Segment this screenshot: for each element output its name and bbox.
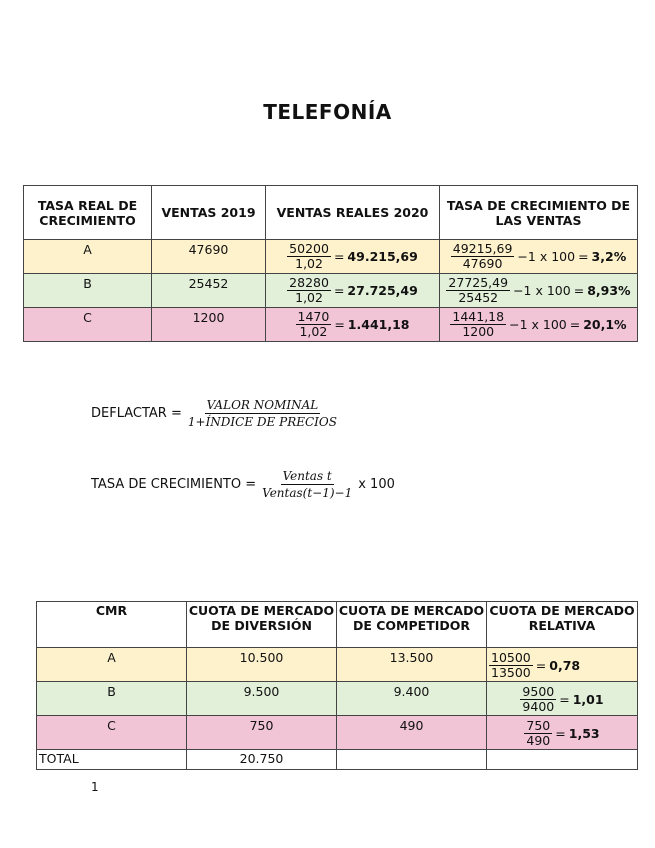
header-ventas-reales-2020: VENTAS REALES 2020 (266, 186, 440, 240)
header-ventas-2019: VENTAS 2019 (152, 186, 266, 240)
cuota-relativa-cell: $\frac{9500}{9400}$ = 1,01 (487, 682, 638, 716)
cuota-competidor-cell: 13.500 (337, 648, 487, 682)
growth-rate-cell: $\frac{1441,18}{1200}$ −1 x 100 = 20,1% (440, 308, 638, 342)
header-cuota-diversion: CUOTA DE MERCADO DE DIVERSIÓN (187, 602, 337, 648)
fraction: $\frac{50200}{1,02}$ (289, 241, 329, 271)
ventas-2019-cell: 25452 (152, 274, 266, 308)
growth-table (23, 185, 638, 342)
empty-cell (487, 750, 638, 770)
table-row (37, 648, 638, 682)
row-label: C (37, 716, 187, 750)
row-label: B (24, 274, 152, 308)
formula-suffix: x 100 (358, 477, 395, 492)
growth-rate-cell: $\frac{27725,49}{25452}$ −1 x 100 = 8,93% (440, 274, 638, 308)
result-value: 20,1% (583, 317, 627, 332)
cuota-relativa-cell: $\frac{10500}{13500}$ = 0,78 (487, 648, 638, 682)
empty-cell (337, 750, 487, 770)
tasa-crecimiento-formula (91, 468, 395, 501)
table-row (24, 274, 638, 308)
fraction: $\frac{750}{490}$ (526, 718, 551, 748)
fraction: $\frac{28280}{1,02}$ (289, 275, 329, 305)
result-value: 27.725,49 (347, 283, 418, 298)
growth-rate-cell: $\frac{49215,69}{47690}$ −1 x 100 = 3,2% (440, 240, 638, 274)
total-value: 20.750 (187, 750, 337, 770)
fraction: $\frac{\text{Ventas t}}{\text{Ventas(t−1)−1}}$ (262, 469, 353, 500)
cuota-competidor-cell: 490 (337, 716, 487, 750)
ventas-reales-cell: $\frac{28280}{1,02}$ = 27.725,49 (266, 274, 440, 308)
result-value: 0,78 (549, 658, 581, 673)
result-value: 49.215,69 (347, 249, 418, 264)
ventas-reales-cell: $\frac{50200}{1,02}$ = 49.215,69 (266, 240, 440, 274)
fraction: $\frac{\text{VALOR NOMINAL}}{\text{1+ÍNDICE DE PRECIOS}}$ (187, 398, 337, 429)
total-label: TOTAL (37, 750, 187, 770)
ventas-2019-cell: 47690 (152, 240, 266, 274)
cuota-diversion-cell: 750 (187, 716, 337, 750)
ventas-reales-cell: $\frac{1470}{1,02}$ = 1.441,18 (266, 308, 440, 342)
formula-label: TASA DE CRECIMIENTO = (91, 477, 257, 492)
total-row (37, 750, 638, 770)
header-cuota-competidor: CUOTA DE MERCADO DE COMPETIDOR (337, 602, 487, 648)
fraction: $\frac{10500}{13500}$ (491, 650, 531, 680)
table-row (37, 716, 638, 750)
cuota-relativa-cell: $\frac{750}{490}$ = 1,53 (487, 716, 638, 750)
formula-label: DEFLACTAR = (91, 406, 182, 421)
cuota-diversion-cell: 9.500 (187, 682, 337, 716)
page-number: 1 (91, 780, 99, 794)
table-row (37, 682, 638, 716)
row-label: B (37, 682, 187, 716)
result-value: 1,53 (568, 726, 600, 741)
header-cuota-relativa: CUOTA DE MERCADO RELATIVA (487, 602, 638, 648)
fraction: $\frac{1470}{1,02}$ (297, 309, 330, 339)
row-label: C (24, 308, 152, 342)
result-value: 8,93% (587, 283, 631, 298)
table-row (24, 240, 638, 274)
table-row (24, 308, 638, 342)
row-label: A (37, 648, 187, 682)
market-share-table (36, 601, 638, 770)
fraction: $\frac{49215,69}{47690}$ (452, 241, 513, 271)
growth-table-header (24, 186, 638, 240)
header-tasa-real: TASA REAL DE CRECIMIENTO (24, 186, 152, 240)
page-title: TELEFONÍA (263, 100, 392, 124)
header-tasa-crecimiento: TASA DE CRECIMIENTO DE LAS VENTAS (440, 186, 638, 240)
fraction: $\frac{1441,18}{1200}$ (452, 309, 505, 339)
cuota-diversion-cell: 10.500 (187, 648, 337, 682)
header-cmr: CMR (37, 602, 187, 648)
result-value: 1,01 (572, 692, 604, 707)
deflactar-formula (91, 397, 339, 430)
fraction: $\frac{27725,49}{25452}$ (448, 275, 509, 305)
result-value: 3,2% (591, 249, 627, 264)
ventas-2019-cell: 1200 (152, 308, 266, 342)
market-share-table-header (37, 602, 638, 648)
cuota-competidor-cell: 9.400 (337, 682, 487, 716)
fraction: $\frac{9500}{9400}$ (522, 684, 555, 714)
result-value: 1.441,18 (347, 317, 410, 332)
row-label: A (24, 240, 152, 274)
